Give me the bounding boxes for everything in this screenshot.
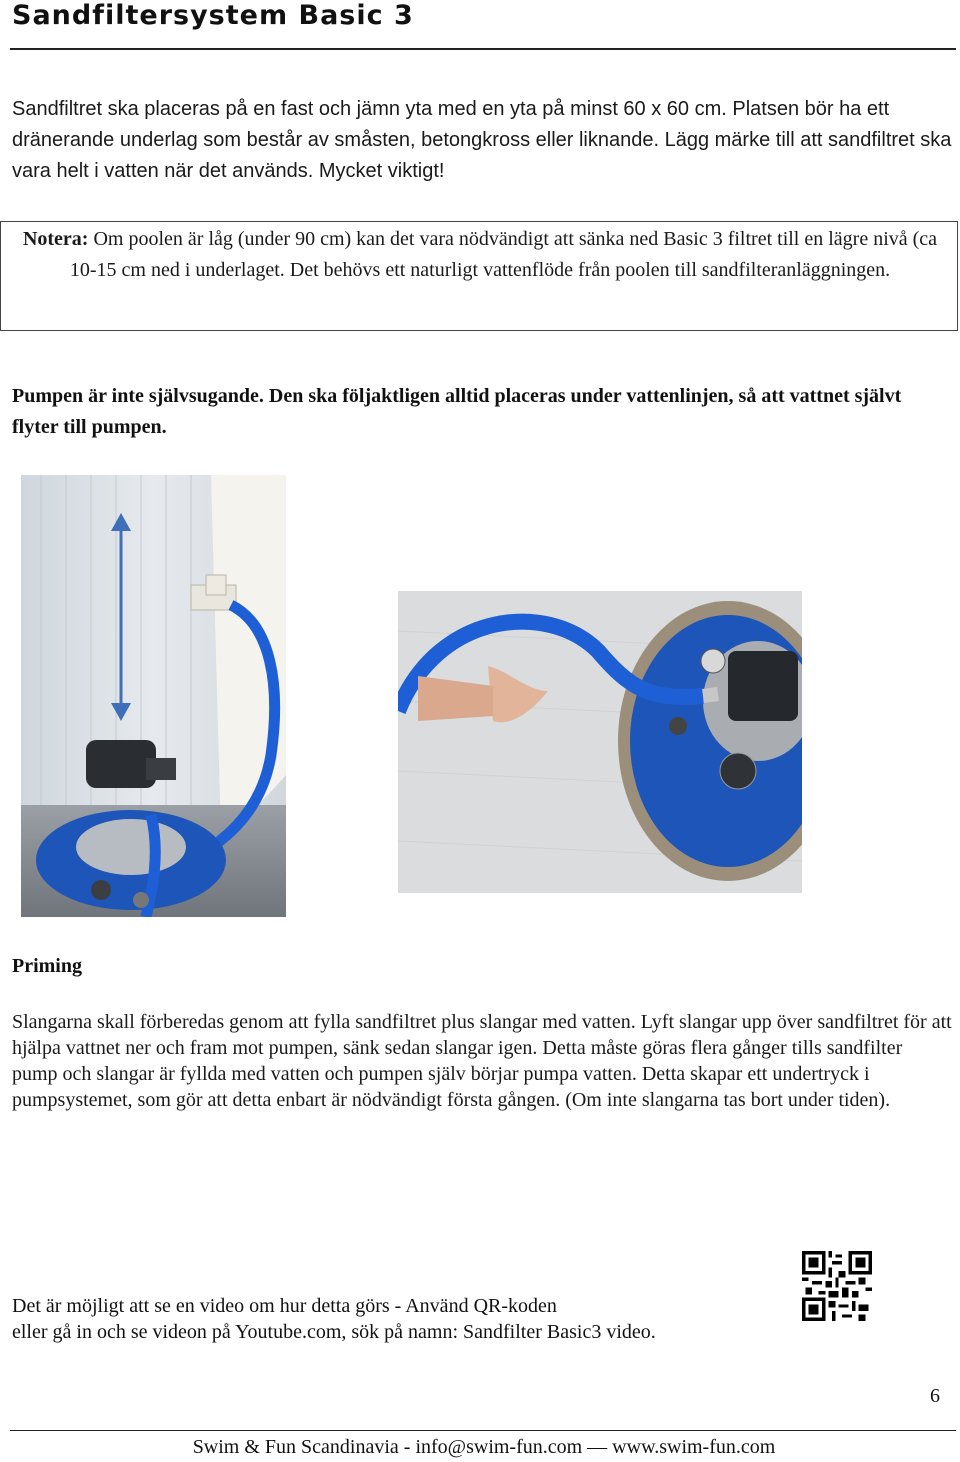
note-label: Notera:	[22, 228, 89, 250]
footer-contact: Swim & Fun Scandinavia - info@swim-fun.com — www.swim-fun.com	[192, 1436, 776, 1458]
pump-warning: Pumpen är inte självsugande. Den ska följaktligen alltid placeras under vattenlinjen, så att vattnet självt flyter till pumpen.	[12, 385, 902, 438]
note-box	[0, 221, 958, 331]
video-info-line2: eller gå in och se videon på Youtube.com, sök på namn: Sandfilter Basic3 video.	[12, 1321, 656, 1343]
photo-filter-installation	[21, 475, 286, 917]
page-number: 6	[930, 1385, 940, 1407]
qr-code[interactable]	[802, 1251, 872, 1321]
footer-divider	[10, 1430, 956, 1431]
intro-paragraph: Sandfiltret ska placeras på en fast och jämn yta med en yta på minst 60 x 60 cm. Platsen bör ha ett dränerande underlag som består av småsten, betongkross eller liknande. Lägg märke till att sandfiltret ska vara helt i vatten när det används. Mycket viktigt!	[12, 98, 952, 182]
priming-heading: Priming	[12, 955, 82, 977]
video-info-line1: Det är möjligt att se en video om hur detta görs - Använd QR-koden	[12, 1295, 557, 1317]
header-divider	[10, 48, 956, 50]
note-text	[11, 224, 949, 286]
photo-hose-connection	[398, 591, 802, 893]
priming-paragraph: Slangarna skall förberedas genom att fylla sandfiltret plus slangar med vatten. Lyft slangar upp över sandfiltret för att hjälpa vattnet ner och fram mot pumpen, sänk sedan slangar igen. Detta måste göras flera gånger tills sandfilter pump och slangar är fyllda med vatten och pumpen själv börjar pumpa vatten. Detta skapar ett undertryck i pumpsystemet, som gör att detta enbart är nödvändigt första gången. (Om inte slangarna tas bort under tiden).	[12, 1011, 952, 1111]
note-body: Om poolen är låg (under 90 cm) kan det vara nödvändigt att sänka ned Basic 3 filtret till en lägre nivå (ca 10-15 cm ned i underlaget. Det behövs ett naturligt vattenflöde från poolen till sandfilteranläggningen.	[69, 228, 938, 281]
page-title: Sandfiltersystem Basic 3	[12, 0, 414, 31]
